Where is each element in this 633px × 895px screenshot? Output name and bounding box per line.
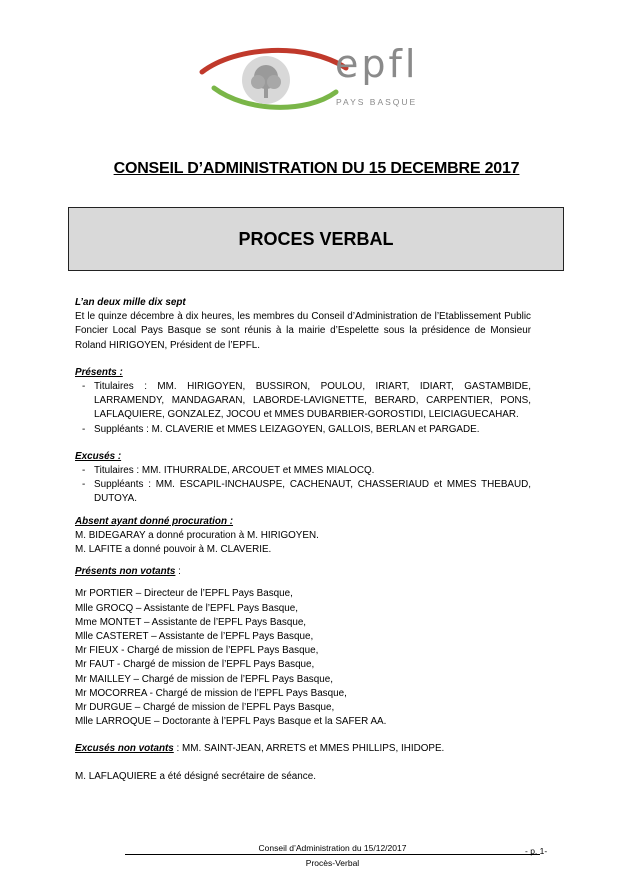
logo-brand: epfl [335,42,419,86]
procuration-line: M. BIDEGARAY a donné procuration à M. HIRIGOYEN. [75,529,319,541]
excuses-non-votants-heading: Excusés non votants [75,743,174,755]
non-votant-line: Mlle GROCQ – Assistante de l’EPFL Pays Basque, [75,602,299,614]
procuration-line: M. LAFITE a donné pouvoir à M. CLAVERIE. [75,544,272,556]
list-item: - Titulaires : MM. ITHURRALDE, ARCOUET et MMES MIALOCQ. [75,464,531,478]
proces-verbal-box [68,207,564,271]
excuses-non-votants [75,742,531,756]
non-votant-line: Mr DURGUE – Chargé de mission de l’EPFL Pays Basque, [75,702,335,714]
list-item: - Titulaires : MM. HIRIGOYEN, BUSSIRON, POULOU, IRIART, IDIART, GASTAMBIDE, LARRAMENDY, MANDAGARAN, LABORDE-LAVIGNETTE, BERARD, CARPENTIER, PONS, LAFLAQUIERE, GONZALEZ, JOCOU et MMES DUBARBIER-GOROSTIDI, LEICIAGUECAHAR. [75,380,531,423]
non-votant-line: Mme MONTET – Assistante de l’EPFL Pays Basque, [75,616,307,628]
presents-heading [75,366,531,380]
footer-line2: Procès-Verbal [305,858,360,868]
secretaire-line: M. LAFLAQUIERE a été désigné secrétaire de séance. [75,770,316,782]
excuses-heading-text: Excusés : [75,450,122,462]
presents-heading-text: Présents : [75,366,123,378]
list-item: - Suppléants : MM. ESCAPIL-INCHAUSPE, CACHENAUT, CHASSERIAUD et MMES THEBAUD, DUTOYA. [75,478,531,506]
page-title: CONSEIL D’ADMINISTRATION DU 15 DECEMBRE 2017 [113,160,520,177]
procuration-heading [75,515,531,529]
non-votant-line: Mr PORTIER – Directeur de l’EPFL Pays Basque, [75,588,293,600]
non-votants-heading-text: Présents non votants [75,566,176,578]
procuration-heading-text: Absent ayant donné procuration : [75,515,234,527]
non-votant-line: Mr MAILLEY – Chargé de mission de l’EPFL Pays Basque, [75,673,333,685]
presents-list [75,380,531,437]
excuses-heading [75,450,531,464]
intro-heading: L’an deux mille dix sept [75,297,186,308]
non-votants-heading [75,565,531,579]
non-votants-heading-suffix: : [175,566,181,578]
footer-line1: Conseil d’Administration du 15/12/2017 [258,843,407,853]
non-votant-line: Mlle LARROQUE – Doctorante à l’EPFL Pays Basque et la SAFER AA. [75,716,387,728]
footer-rule [125,854,540,855]
page-number: - p. 1- [525,846,548,856]
document-body [75,296,531,784]
intro-text: Et le quinze décembre à dix heures, les membres du Conseil d’Administration de l’Etablissement Public Foncier Local Pays Basque se sont réunis à la mairie d’Espelette sous la présidence de Monsieur Roland HIRIGOYEN, Président de l’EPFL. [75,311,531,351]
non-votant-line: Mr FAUT - Chargé de mission de l’EPFL Pays Basque, [75,659,315,671]
non-votant-line: Mlle CASTERET – Assistante de l’EPFL Pays Basque, [75,631,314,643]
non-votant-line: Mr FIEUX - Chargé de mission de l’EPFL Pays Basque, [75,645,319,657]
excuses-list [75,464,531,507]
logo-subtitle: PAYS BASQUE [336,97,418,107]
excuses-non-votants-text: : MM. SAINT-JEAN, ARRETS et MMES PHILLIPS, IHIDOPE. [173,743,445,755]
box-title: PROCES VERBAL [238,228,394,249]
non-votant-line: Mr MOCORREA - Chargé de mission de l’EPFL Pays Basque, [75,687,347,699]
list-item: - Suppléants : M. CLAVERIE et MMES LEIZAGOYEN, GALLOIS, BERLAN et PARGADE. [75,423,531,437]
